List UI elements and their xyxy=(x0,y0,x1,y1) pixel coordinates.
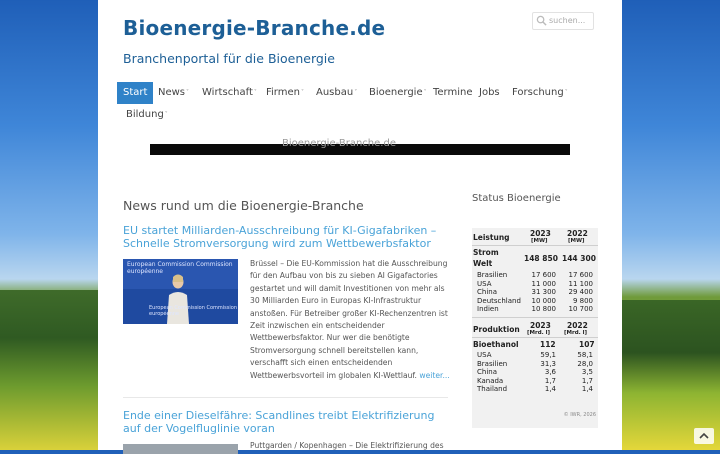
chevron-down-icon: ˅ xyxy=(354,89,358,96)
table-row xyxy=(477,280,593,288)
value-2023: 59,1 xyxy=(540,351,556,359)
value-2022: 10 700 xyxy=(568,305,593,313)
nav-bioenergie[interactable] xyxy=(363,82,433,104)
strom-world-2022: 144 300 xyxy=(562,254,596,263)
country-name: Kanada xyxy=(477,376,504,385)
unit-mrd: [Mrd. l] xyxy=(527,330,551,336)
read-more-link[interactable]: weiter... xyxy=(419,370,450,380)
search-box[interactable] xyxy=(532,12,594,30)
chevron-down-icon: ˅ xyxy=(564,89,568,96)
table-row xyxy=(477,271,593,279)
value-2022: 58,1 xyxy=(577,351,593,359)
section-title: News rund um die Bioenergie-Branche xyxy=(123,198,364,213)
value-2023: 17 600 xyxy=(531,271,556,279)
chevron-up-icon xyxy=(699,432,709,440)
page-container xyxy=(98,0,622,450)
nav-label: Firmen xyxy=(266,87,300,98)
table-divider xyxy=(472,337,598,338)
country-name: Thailand xyxy=(477,385,508,393)
site-title[interactable]: Bioenergie-Branche.de xyxy=(123,16,386,40)
background-landscape-left xyxy=(0,290,98,450)
nav-label: Ausbau xyxy=(316,87,354,98)
banner-text: Bioenergie-Branche.de xyxy=(282,138,396,149)
country-name: Deutschland xyxy=(477,296,521,305)
country-name: USA xyxy=(477,351,492,359)
widget-copyright: © IWR, 2026 xyxy=(563,412,596,418)
country-name: USA xyxy=(477,279,492,288)
article-body xyxy=(250,258,450,382)
nav-label: Bildung xyxy=(126,109,164,120)
table-row xyxy=(477,377,593,385)
table-divider xyxy=(472,245,598,246)
nav-wirtschaft[interactable] xyxy=(196,82,263,104)
nav-termine[interactable] xyxy=(427,82,479,104)
value-2023: 1,4 xyxy=(544,385,556,393)
nav-ausbau[interactable] xyxy=(310,82,363,104)
table-divider xyxy=(472,317,598,318)
bioethanol-2023: 112 xyxy=(540,340,556,349)
table-row xyxy=(477,385,593,393)
unit-mrd: [Mrd. l] xyxy=(564,330,588,336)
country-name: Indien xyxy=(477,305,499,313)
nav-label: Termine xyxy=(433,87,473,98)
article-thumbnail[interactable] xyxy=(123,259,238,324)
bioethanol-2022: 107 xyxy=(579,340,595,349)
value-2022: 17 600 xyxy=(568,271,593,279)
value-2022: 1,7 xyxy=(581,376,593,385)
country-name: Brasilien xyxy=(477,359,508,368)
value-2022: 3,5 xyxy=(581,368,593,376)
strom-world-2023: 148 850 xyxy=(524,254,558,263)
sidebar-title: Status Bioenergie xyxy=(472,193,561,204)
bioethanol-label: Bioethanol xyxy=(473,340,519,349)
chevron-down-icon: ˅ xyxy=(186,89,190,96)
nav-label: Jobs xyxy=(479,87,500,98)
value-2022: 11 100 xyxy=(568,279,593,288)
table-row xyxy=(477,368,593,376)
chevron-down-icon: ˅ xyxy=(300,89,304,96)
article-divider xyxy=(123,397,448,398)
scroll-to-top-button[interactable] xyxy=(694,428,714,444)
country-name: Brasilien xyxy=(477,271,508,279)
nav-firmen[interactable] xyxy=(260,82,310,104)
produktion-label: Produktion xyxy=(473,325,520,334)
chevron-down-icon: ˅ xyxy=(253,89,257,96)
year-2022: 2022 xyxy=(567,229,588,238)
article-title[interactable]: Ende einer Dieselfähre: Scandlines treibt Elektrifizierung auf der Vogelfluglinie voran xyxy=(123,409,435,435)
strom-welt-label: Strom Welt xyxy=(473,248,499,268)
nav-label: Bioenergie xyxy=(369,87,423,98)
nav-label: Wirtschaft xyxy=(202,87,253,98)
nav-jobs[interactable] xyxy=(473,82,506,104)
table-row xyxy=(477,297,593,305)
thumb-caption: European Commission Commission européenne xyxy=(127,261,233,275)
banner-ad[interactable] xyxy=(150,138,570,155)
nav-label: Start xyxy=(123,87,148,98)
value-2023: 3,6 xyxy=(544,368,556,376)
value-2023: 31,3 xyxy=(540,359,556,368)
nav-news[interactable] xyxy=(152,82,195,104)
country-name: China xyxy=(477,288,497,296)
article-title[interactable]: EU startet Milliarden-Ausschreibung für KI-Gigafabriken – Schnelle Stromversorgung wird zum Wettbewerbsfaktor xyxy=(123,224,437,250)
value-2022: 28,0 xyxy=(577,359,593,368)
value-2023: 11 000 xyxy=(531,279,556,288)
unit-mw: [MW] xyxy=(531,238,548,244)
article-body: Puttgarden / Kopenhagen – Die Elektrifizierung des xyxy=(250,441,444,450)
site-subtitle: Branchenportal für die Bioenergie xyxy=(123,51,335,66)
table-row xyxy=(477,360,593,368)
bioenergy-status-widget[interactable] xyxy=(472,228,598,428)
value-2023: 10 800 xyxy=(531,305,556,313)
nav-start[interactable] xyxy=(117,82,153,104)
nav-bildung[interactable] xyxy=(120,104,174,126)
chevron-down-icon: ˅ xyxy=(164,111,168,118)
year-2023: 2023 xyxy=(530,321,551,330)
value-2022: 1,4 xyxy=(581,385,593,393)
nav-label: News xyxy=(158,87,186,98)
nav-forschung[interactable] xyxy=(506,82,574,104)
unit-mw: [MW] xyxy=(568,238,585,244)
year-2022: 2022 xyxy=(567,321,588,330)
search-icon xyxy=(536,15,547,26)
value-2023: 31 300 xyxy=(531,288,556,296)
table-row xyxy=(477,305,593,313)
article-text: Brüssel – Die EU-Kommission hat die Ausschreibung für den Aufbau von bis zu sieben AI Gigafactories gestartet und will damit Investitionen von mehr als 30 Milliarden Euro in Europas KI-Infrastruktur anstoßen. Für Betreiber großer KI-Rechenzentren ist Zeit inzwischen ein entscheidender Wettbewerbsfaktor. Nur wer die benötigte Stromversorgung schnell bereitstellen kann, verschafft sich einen entscheidenden Wettbewerbsvorteil im globalen KI-Wettlauf. xyxy=(250,259,448,380)
chevron-down-icon: ˅ xyxy=(423,89,427,96)
value-2022: 9 800 xyxy=(572,296,593,305)
search-input[interactable] xyxy=(549,13,591,27)
value-2023: 10 000 xyxy=(531,296,556,305)
article-thumbnail[interactable] xyxy=(123,444,238,454)
country-name: China xyxy=(477,368,497,376)
thumb-caption-podium: European Commission Commission européenne xyxy=(149,305,238,317)
leistung-label: Leistung xyxy=(473,233,510,242)
value-2022: 29 400 xyxy=(568,288,593,296)
value-2023: 1,7 xyxy=(544,376,556,385)
table-row xyxy=(477,288,593,296)
year-2023: 2023 xyxy=(530,229,551,238)
table-row xyxy=(477,351,593,359)
nav-label: Forschung xyxy=(512,87,564,98)
